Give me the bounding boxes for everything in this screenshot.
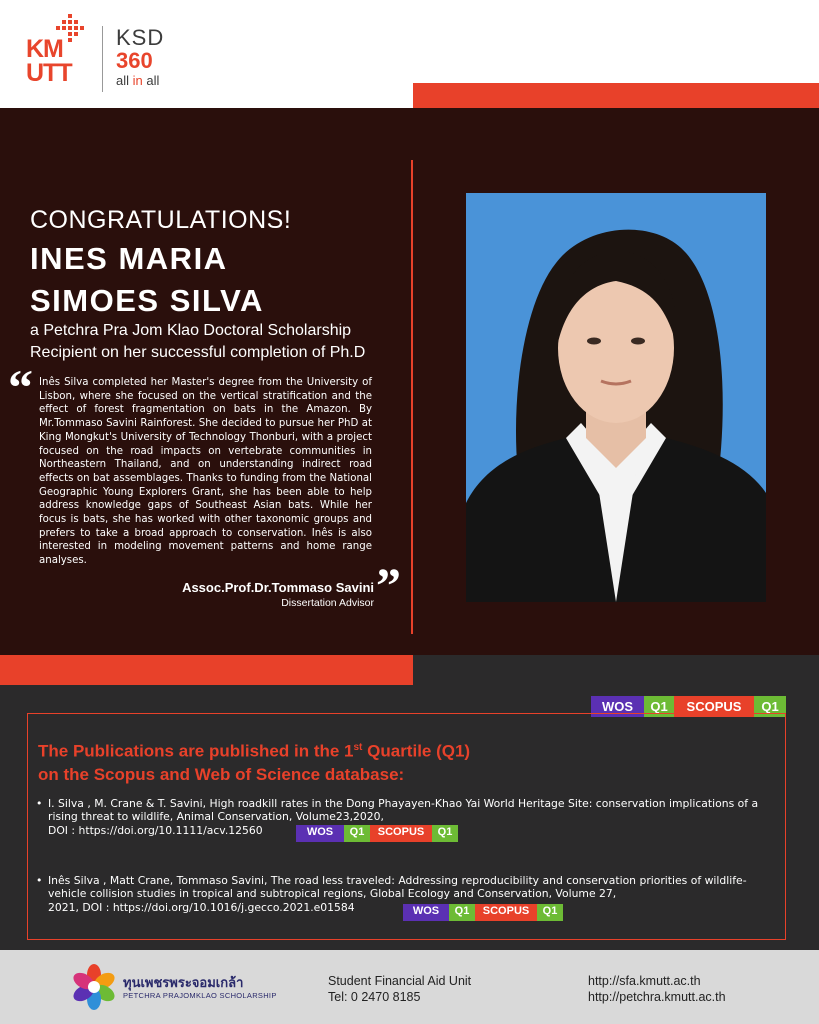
scholarship-english-name: PETCHRA PRAJOMKLAO SCHOLARSHIP — [123, 991, 277, 1000]
scopus-badge: SCOPUS — [475, 904, 537, 921]
sfa-website-link[interactable]: http://sfa.kmutt.ac.th — [588, 974, 701, 988]
kmutt-logo-line2: UTT — [26, 59, 72, 87]
award-subtitle: a Petchra Pra Jom Klao Doctoral Scholarship Recipient on her successful completion of Ph.D — [30, 322, 366, 361]
hero-accent-bar — [0, 655, 413, 685]
petchra-flower-logo-icon — [70, 963, 118, 1011]
publication-badges — [403, 904, 563, 921]
kmutt-logo-line1: KM — [26, 35, 63, 63]
open-quote-icon: “ — [8, 359, 33, 415]
congratulations-heading: CONGRATULATIONS! — [30, 206, 292, 234]
publication-badges — [296, 825, 458, 842]
wos-badge: WOS — [591, 696, 644, 717]
scholarship-thai-name: ทุนเพชรพระจอมเกล้า — [123, 976, 244, 991]
ksd360-logo — [116, 26, 164, 90]
footer-links — [588, 973, 726, 1005]
advisor-name: Assoc.Prof.Dr.Tommaso Savini — [182, 580, 374, 595]
q1-badge: Q1 — [644, 696, 674, 717]
wos-badge: WOS — [296, 825, 344, 842]
recipient-name-line1: INES MARIA — [30, 241, 228, 276]
recipient-name — [30, 238, 400, 322]
ksd-logo-text: KSD — [116, 25, 165, 50]
advisor-role: Dissertation Advisor — [281, 597, 374, 609]
publication-doi: 2021, DOI : https://doi.org/10.1016/j.gecco.2021.e01584 — [48, 900, 355, 914]
bullet: • — [36, 874, 43, 887]
petchra-website-link[interactable]: http://petchra.kmutt.ac.th — [588, 990, 726, 1004]
logo-divider — [102, 26, 103, 92]
recipient-name-line2: SIMOES SILVA — [30, 283, 264, 318]
publication-citation: I. Silva , M. Crane & T. Savini, High roadkill rates in the Dong Phayayen-Khao Yai World Heritage Site: conservation implications of a rising threat to wildlife, Animal Conservation, Volume23,2020, DOI : https://doi.org/10.1111/acv.12560 WOS Q1 SCOPUS Q1 — [48, 797, 776, 840]
hero-divider-line — [411, 160, 413, 634]
portrait-illustration — [466, 193, 766, 602]
bullet: • — [36, 797, 43, 810]
q1-badge: Q1 — [537, 904, 563, 921]
scopus-badge: SCOPUS — [370, 825, 432, 842]
publication-item — [36, 874, 776, 924]
ksd-logo-tagline: all in all — [116, 73, 160, 88]
kmutt-logo — [26, 14, 90, 86]
recipient-photo — [466, 193, 766, 602]
phone-number: Tel: 0 2470 8185 — [328, 990, 421, 1004]
publication-citation: Inês Silva , Matt Crane, Tommaso Savini, The road less traveled: Addressing reproducibility and conservation priorities of wildlife-vehicle collision studies in tropical and subtropical regions, Global Ecology and Conservation, Volume 27, 2021, DOI : https://doi.org/10.1016/j.gecco.2021.e01584 WOS Q1 SCOPUS Q1 — [48, 874, 776, 917]
q1-badge: Q1 — [754, 696, 786, 717]
q1-badge: Q1 — [432, 825, 458, 842]
q1-badge: Q1 — [344, 825, 370, 842]
q1-badge: Q1 — [449, 904, 475, 921]
close-quote-icon: ” — [376, 557, 401, 613]
footer-contact — [328, 973, 471, 1005]
scopus-badge: SCOPUS — [674, 696, 754, 717]
unit-name: Student Financial Aid Unit — [328, 974, 472, 988]
ksd-logo-number: 360 — [116, 48, 153, 73]
publications-heading: The Publications are published in the 1st Quartile (Q1) on the Scopus and Web of Science database: — [38, 741, 471, 784]
wos-badge: WOS — [403, 904, 449, 921]
publication-item — [36, 797, 776, 847]
publication-doi: DOI : https://doi.org/10.1111/acv.12560 — [48, 823, 263, 837]
biography-text: Inês Silva completed her Master's degree from the University of Lisbon, where she focused on the vertical stratification and the effect of forest fragmentation on bats in the Amazon. By Mr.Tommaso Savini Rainforest. She decided to pursue her PhD at King Mongkut's University of Technology Thonburi, with a project focused on the road impacts on vertebrate communities in Northeastern Thailand, and on understanding indirect road effects on bat assemblages. Thanks to funding from the National Geographic Young Explorers Grant, she has been able to help address knowledge gaps of Southeast Asian bats. While her focus is bats, she has worked with other taxonomic groups and prefers to take a broad approach to conservation. Inês is also interested in modeling movement patterns and home range analyses. — [39, 377, 372, 567]
